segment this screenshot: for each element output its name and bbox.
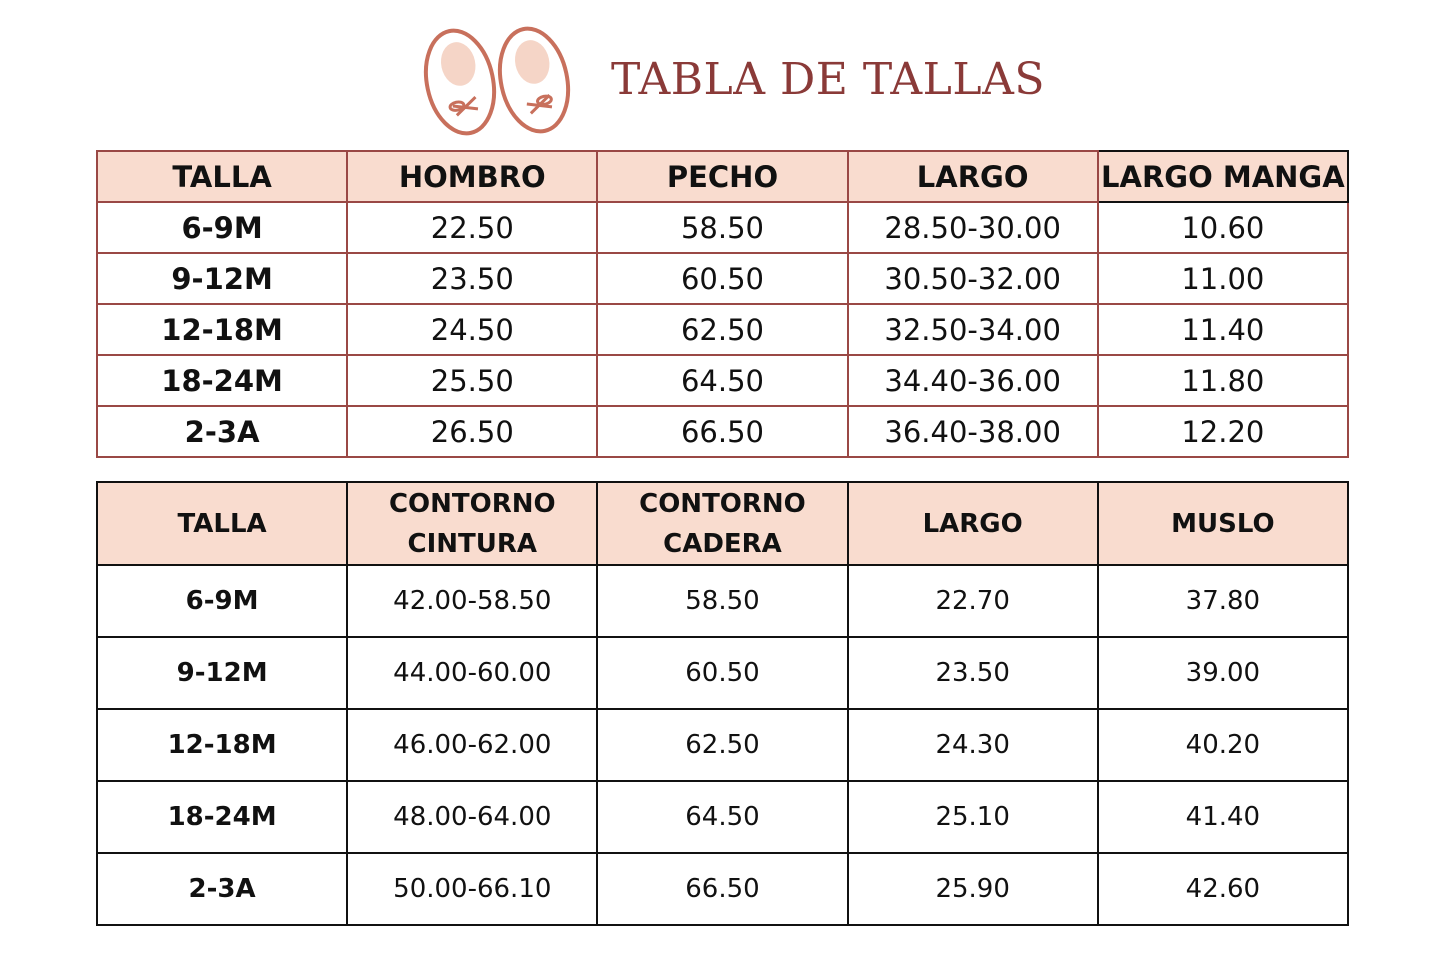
table-row <box>97 355 1348 406</box>
table-cell: 22.50 <box>347 202 597 253</box>
table-cell: 34.40-36.00 <box>848 355 1098 406</box>
column-header <box>347 482 597 565</box>
header-line: CADERA <box>663 528 782 559</box>
top-size-table <box>96 150 1349 458</box>
table-cell: 64.50 <box>597 781 847 853</box>
table-cell: 41.40 <box>1098 781 1348 853</box>
column-header: LARGO MANGA <box>1098 151 1348 202</box>
size-cell: 18-24M <box>97 355 347 406</box>
table-cell: 23.50 <box>347 253 597 304</box>
table-header-row <box>97 151 1348 202</box>
page-header <box>0 0 1445 140</box>
table-cell: 10.60 <box>1098 202 1348 253</box>
header-line: CONTORNO <box>388 488 556 519</box>
table-cell: 40.20 <box>1098 709 1348 781</box>
table-row <box>97 781 1348 853</box>
table-cell: 28.50-30.00 <box>848 202 1098 253</box>
table-cell: 36.40-38.00 <box>848 406 1098 457</box>
table-cell: 66.50 <box>597 406 847 457</box>
table-cell: 42.00-58.50 <box>347 565 597 637</box>
table-cell: 25.10 <box>848 781 1098 853</box>
table-row <box>97 202 1348 253</box>
header-line: CONTORNO <box>639 488 806 519</box>
table-cell: 30.50-32.00 <box>848 253 1098 304</box>
table-cell: 12.20 <box>1098 406 1348 457</box>
bottom-size-table <box>96 481 1349 926</box>
table-cell: 50.00-66.10 <box>347 853 597 925</box>
table-row <box>97 709 1348 781</box>
table-row <box>97 253 1348 304</box>
page-title: TABLA DE TALLAS <box>611 54 1045 105</box>
size-cell: 2-3A <box>97 853 347 925</box>
table-cell: 26.50 <box>347 406 597 457</box>
size-cell: 6-9M <box>97 202 347 253</box>
size-cell: 2-3A <box>97 406 347 457</box>
table-row <box>97 406 1348 457</box>
table-cell: 25.90 <box>848 853 1098 925</box>
table-cell: 48.00-64.00 <box>347 781 597 853</box>
table-cell: 58.50 <box>597 202 847 253</box>
column-header <box>597 482 847 565</box>
table-row <box>97 637 1348 709</box>
table-cell: 24.30 <box>848 709 1098 781</box>
table-cell: 44.00-60.00 <box>347 637 597 709</box>
size-cell: 9-12M <box>97 253 347 304</box>
table-cell: 58.50 <box>597 565 847 637</box>
column-header: PECHO <box>597 151 847 202</box>
table-header-row <box>97 482 1348 565</box>
size-cell: 12-18M <box>97 304 347 355</box>
column-header <box>1098 482 1348 565</box>
column-header: LARGO <box>848 151 1098 202</box>
table-cell: 46.00-62.00 <box>347 709 597 781</box>
table-cell: 39.00 <box>1098 637 1348 709</box>
column-header: HOMBRO <box>347 151 597 202</box>
size-cell: 18-24M <box>97 781 347 853</box>
table-cell: 11.80 <box>1098 355 1348 406</box>
header-line: MUSLO <box>1171 508 1275 539</box>
size-cell: 12-18M <box>97 709 347 781</box>
table-cell: 11.00 <box>1098 253 1348 304</box>
table-cell: 37.80 <box>1098 565 1348 637</box>
table-cell: 11.40 <box>1098 304 1348 355</box>
column-header: TALLA <box>97 151 347 202</box>
header-line: LARGO <box>922 508 1023 539</box>
table-cell: 64.50 <box>597 355 847 406</box>
table-cell: 23.50 <box>848 637 1098 709</box>
table-cell: 24.50 <box>347 304 597 355</box>
table-cell: 42.60 <box>1098 853 1348 925</box>
column-header <box>848 482 1098 565</box>
table-row <box>97 565 1348 637</box>
baby-shoes-icon <box>412 22 582 137</box>
table-cell: 60.50 <box>597 637 847 709</box>
table-row <box>97 304 1348 355</box>
column-header <box>97 482 347 565</box>
header-line: TALLA <box>177 508 267 539</box>
table-cell: 25.50 <box>347 355 597 406</box>
table-cell: 22.70 <box>848 565 1098 637</box>
table-cell: 32.50-34.00 <box>848 304 1098 355</box>
table-cell: 60.50 <box>597 253 847 304</box>
table-cell: 66.50 <box>597 853 847 925</box>
size-cell: 6-9M <box>97 565 347 637</box>
size-cell: 9-12M <box>97 637 347 709</box>
table-cell: 62.50 <box>597 709 847 781</box>
header-line: CINTURA <box>407 528 538 559</box>
table-cell: 62.50 <box>597 304 847 355</box>
table-row <box>97 853 1348 925</box>
